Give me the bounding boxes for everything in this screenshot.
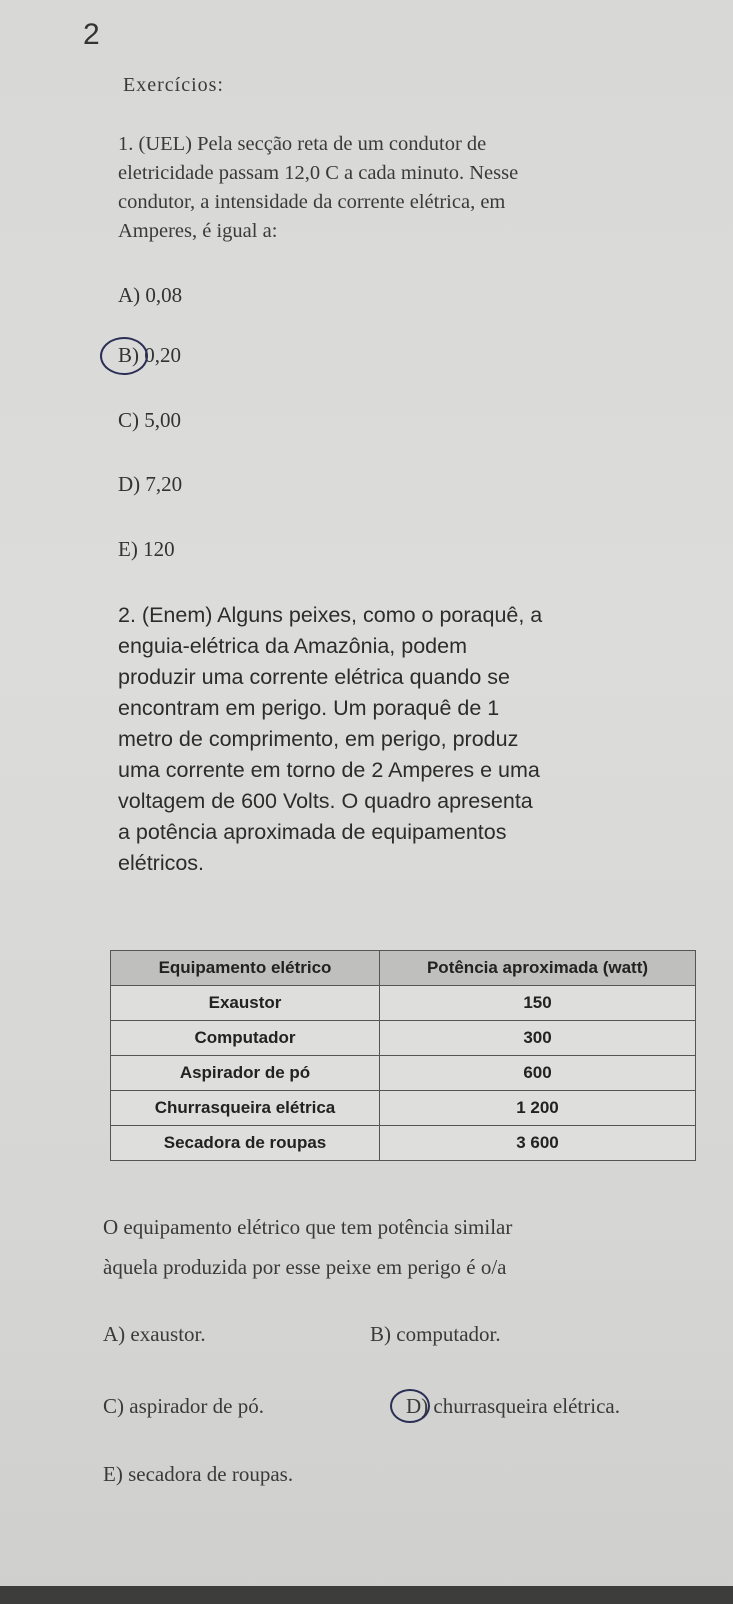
q2-line: elétricos. xyxy=(118,851,205,875)
power-table xyxy=(110,950,696,1161)
q2-option-c: C) aspirador de pó. xyxy=(103,1394,264,1418)
q2-option-e: E) secadora de roupas. xyxy=(103,1462,294,1486)
q1-option-d: D) 7,20 xyxy=(118,472,183,496)
exercises-heading: Exercícios: xyxy=(123,74,224,96)
table-row xyxy=(111,1056,696,1091)
q2-line: encontram em perigo. Um poraquê de 1 xyxy=(118,696,500,720)
table-cell: 150 xyxy=(380,986,696,1021)
page-number: 2 xyxy=(83,18,100,51)
table-cell: Churrasqueira elétrica xyxy=(111,1091,380,1126)
q2-question-line: àquela produzida por esse peixe em perigo é o/a xyxy=(103,1255,507,1279)
table-cell: Secadora de roupas xyxy=(111,1126,380,1161)
q2-line: produzir uma corrente elétrica quando se xyxy=(118,665,510,689)
q1-option-a: A) 0,08 xyxy=(118,283,183,307)
table-row xyxy=(111,1091,696,1126)
table-row xyxy=(111,986,696,1021)
table-cell: Aspirador de pó xyxy=(111,1056,380,1091)
q1-answer-circle xyxy=(100,337,148,375)
table-row xyxy=(111,1021,696,1056)
q1-line: condutor, a intensidade da corrente elétrica, em xyxy=(118,191,506,213)
q2-option-b: B) computador. xyxy=(370,1322,501,1346)
q2-line: enguia-elétrica da Amazônia, podem xyxy=(118,634,467,658)
q1-line: eletricidade passam 12,0 C a cada minuto. Nesse xyxy=(118,162,519,184)
table-cell: 3 600 xyxy=(380,1126,696,1161)
table-cell: 300 xyxy=(380,1021,696,1056)
q2-option-a: A) exaustor. xyxy=(103,1322,206,1346)
q2-line: voltagem de 600 Volts. O quadro apresenta xyxy=(118,789,533,813)
table-header: Equipamento elétrico xyxy=(111,951,380,986)
q2-option-d: D) churrasqueira elétrica. xyxy=(406,1394,620,1418)
page-fold-shadow xyxy=(0,1586,733,1604)
q1-option-b: B) 0,20 xyxy=(118,343,181,367)
table-row xyxy=(111,1126,696,1161)
q2-line: uma corrente em torno de 2 Amperes e uma xyxy=(118,758,540,782)
q2-question-line: O equipamento elétrico que tem potência similar xyxy=(103,1215,513,1239)
table-header: Potência aproximada (watt) xyxy=(380,951,696,986)
q1-line: Amperes, é igual a: xyxy=(118,220,278,242)
table-cell: 600 xyxy=(380,1056,696,1091)
q1-option-e: E) 120 xyxy=(118,537,175,561)
table-cell: Computador xyxy=(111,1021,380,1056)
q2-line: a potência aproximada de equipamentos xyxy=(118,820,507,844)
q2-line: 2. (Enem) Alguns peixes, como o poraquê, a xyxy=(118,603,543,627)
q1-line: 1. (UEL) Pela secção reta de um condutor de xyxy=(118,133,487,155)
q1-option-c: C) 5,00 xyxy=(118,408,181,432)
table-cell: Exaustor xyxy=(111,986,380,1021)
q2-line: metro de comprimento, em perigo, produz xyxy=(118,727,519,751)
q2-answer-circle xyxy=(390,1389,430,1423)
table-cell: 1 200 xyxy=(380,1091,696,1126)
table-header-row xyxy=(111,951,696,986)
